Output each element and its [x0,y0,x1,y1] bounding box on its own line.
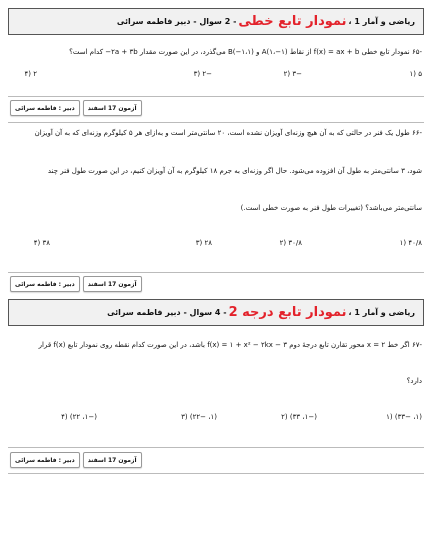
exam-date-tag: آزمون 17 اسفند [83,100,142,116]
section-title-topic: نمودار تابع درجه 2 [228,305,347,320]
q66-option-2[interactable]: ۳۰/۸ (۲ [279,239,302,247]
question-66-line-1: -۶۶ طول یک فنر در حالتی که به آن هیچ وزنه‌ای آویزان نشده است، ۲۰ سانتی‌متر است و به‌ازای هر ۵ کیلوگرم وزنه‌ای که به آن آویزان [34,129,422,137]
question-65-text: -۶۵ نمودار تابع خطی f(x) = ax + b از نقاط A(۱،−۱) و B(−۱،۱) می‌گذرد، در این صورت مقدار ۲a + ۳b− کدام است؟ [69,48,422,56]
question-footer [10,452,142,472]
footer-divider [8,96,424,97]
q66-option-4[interactable]: ۳۸ (۴ [33,239,50,247]
footer-divider [8,122,424,123]
exam-date-tag: آزمون 17 اسفند [83,452,142,468]
q65-option-4[interactable]: ۲ (۴ [24,70,37,78]
footer-divider [8,272,424,273]
question-67-options [10,413,422,423]
question-67-line-1: -۶۷ اگر خط x = ۲ محور تقارن تابع درجهٔ دوم f(x) = ۱ + x² − ۲kx − ۳ باشد، در این صورت کدام نقطه روی نمودار تابع f(x) قرار [38,341,422,349]
section-title-suffix: - 4 سوال - دبیر فاطمه سرائی [107,308,227,317]
q66-option-1[interactable]: ۴۰/۸ (۱ [399,239,422,247]
question-footer [10,276,142,296]
section-header-quadratic-function [8,299,424,326]
section-title-prefix: ریاضی و آمار 1 ، [348,308,415,317]
section-title-prefix: ریاضی و آمار 1 ، [348,17,415,26]
section-title-topic: نمودار تابع خطی [238,14,347,29]
q65-option-1[interactable]: ۵ (۱ [409,70,422,78]
teacher-tag: دبیر : فاطمه سرائی [10,452,80,468]
q67-option-1[interactable]: (۱، −۳۳) (۱ [386,413,422,421]
question-footer [10,100,142,120]
question-65-options [10,70,422,80]
q67-option-3[interactable]: (۱، −۲۲) (۳ [181,413,217,421]
section-header-linear-function [8,8,424,35]
q65-option-3[interactable]: −۲ (۳ [193,70,212,78]
footer-divider [8,447,424,448]
footer-divider [8,473,424,474]
teacher-tag: دبیر : فاطمه سرائی [10,276,80,292]
q66-option-3[interactable]: ۲۸ (۳ [195,239,212,247]
q67-option-4[interactable]: (−۱، ۲۲) (۴ [61,413,97,421]
question-66-options [10,239,422,249]
q65-option-2[interactable]: −۳ (۲ [283,70,302,78]
exam-date-tag: آزمون 17 اسفند [83,276,142,292]
question-66-line-2: شود، ۳ سانتی‌متر به طول آن افزوده می‌شود. حال اگر وزنه‌ای به جرم ۱۸ کیلوگرم به آن آویزان کنیم، در این صورت طول فنر چند [47,167,422,175]
question-67-line-2: دارد؟ [406,377,422,385]
q67-option-2[interactable]: (−۱، ۳۳) (۲ [281,413,317,421]
teacher-tag: دبیر : فاطمه سرائی [10,100,80,116]
section-title-suffix: - 2 سوال - دبیر فاطمه سرائی [116,17,237,26]
question-66-line-3: سانتی‌متر می‌باشد؟ (تغییرات طول فنر به صورت خطی است.) [240,204,422,212]
